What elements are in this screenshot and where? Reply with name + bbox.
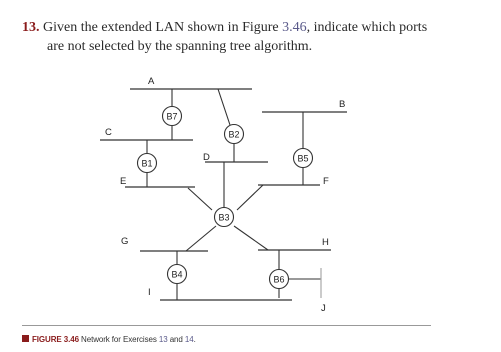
caption-text-end: . bbox=[193, 335, 196, 344]
lan-label-f: F bbox=[323, 176, 329, 187]
link-b3-g bbox=[186, 226, 216, 251]
lan-label-b: B bbox=[339, 99, 346, 110]
lan-label-g: G bbox=[121, 236, 129, 247]
exercise-line2: are not selected by the spanning tree algorithm. bbox=[47, 39, 313, 54]
caption-exercise-ref-14[interactable]: 14 bbox=[184, 335, 194, 344]
lan-label-j: J bbox=[321, 303, 326, 314]
bridge-b5-label: B5 bbox=[297, 153, 309, 164]
bridge-b7-label: B7 bbox=[166, 111, 178, 122]
bridge-b2-label: B2 bbox=[228, 129, 240, 140]
bridge-b6 bbox=[270, 270, 289, 289]
caption-exercise-ref-13[interactable]: 13 bbox=[158, 335, 168, 344]
lan-label-i: I bbox=[148, 287, 151, 298]
bridge-b7 bbox=[163, 107, 182, 126]
lan-label-h: H bbox=[322, 237, 329, 248]
lan-label-a: A bbox=[148, 76, 155, 87]
caption-figure-label: FIGURE 3.46 bbox=[32, 335, 79, 344]
bridge-b1 bbox=[138, 154, 157, 173]
bridge-b4 bbox=[168, 265, 187, 284]
link-b2-a bbox=[218, 89, 230, 125]
link-b3-h bbox=[234, 226, 268, 250]
exercise-number: 13. bbox=[22, 20, 40, 35]
bridge-b5 bbox=[294, 149, 313, 168]
bridge-b3-label: B3 bbox=[218, 212, 230, 223]
bridge-b2 bbox=[225, 125, 244, 144]
bridge-b4-label: B4 bbox=[171, 269, 183, 280]
figure-caption bbox=[22, 335, 482, 344]
caption-text-start: Network for Exercises bbox=[81, 335, 159, 344]
lan-label-e: E bbox=[120, 176, 127, 187]
bridge-b3 bbox=[215, 208, 234, 227]
caption-divider bbox=[22, 325, 431, 326]
caption-text-and: and bbox=[167, 335, 185, 344]
exercise-line1-start: Given the extended LAN shown in Figure bbox=[43, 20, 283, 35]
link-b3-e bbox=[188, 188, 212, 210]
lan-label-d: D bbox=[203, 152, 210, 163]
lan-label-c: C bbox=[105, 127, 112, 138]
bridge-b1-label: B1 bbox=[141, 158, 153, 169]
figure-ref-link[interactable]: 3.46 bbox=[282, 20, 307, 35]
caption-marker bbox=[22, 335, 29, 342]
link-b3-f bbox=[237, 185, 263, 210]
exercise-line1-end: , indicate which ports bbox=[306, 20, 428, 35]
bridge-b6-label: B6 bbox=[273, 274, 285, 285]
